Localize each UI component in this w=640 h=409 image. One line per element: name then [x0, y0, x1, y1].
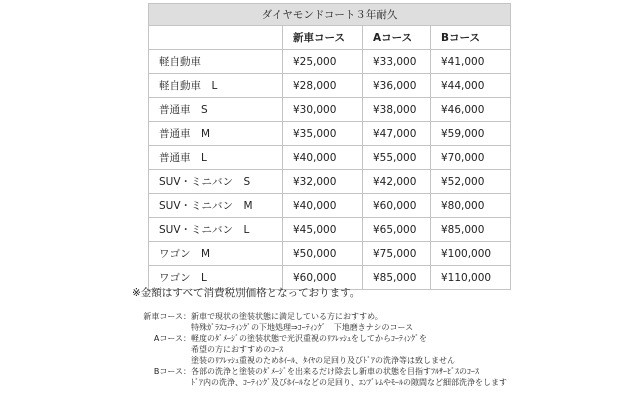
course-descriptions	[128, 311, 507, 388]
b-course-price-cell: ¥41,000	[431, 50, 511, 74]
new-car-price-cell: ¥32,000	[283, 170, 363, 194]
vehicle-type-cell: 普通車 M	[149, 122, 283, 146]
header-new-car-course: 新車コース	[283, 26, 363, 50]
table-row	[149, 50, 511, 74]
b-course-price-cell: ¥80,000	[431, 194, 511, 218]
vehicle-type-cell: SUV・ミニバン L	[149, 218, 283, 242]
b-course-price-cell: ¥110,000	[431, 266, 511, 290]
new-car-price-cell: ¥45,000	[283, 218, 363, 242]
a-course-price-cell: ¥42,000	[363, 170, 431, 194]
a-course-price-cell: ¥65,000	[363, 218, 431, 242]
a-course-price-cell: ¥75,000	[363, 242, 431, 266]
table-row	[149, 74, 511, 98]
b-course-price-cell: ¥70,000	[431, 146, 511, 170]
new-car-price-cell: ¥25,000	[283, 50, 363, 74]
b-course-price-cell: ¥100,000	[431, 242, 511, 266]
table-title: ダイヤモンドコート３年耐久	[149, 4, 511, 26]
course-description-text: 軽度のﾀﾞﾒｰｼﾞの塗装状態で光沢重視のﾘﾌﾚｯｼｭをしてからｺｰﾃｨﾝｸﾞを	[191, 334, 427, 343]
vehicle-type-cell: 普通車 S	[149, 98, 283, 122]
price-table	[148, 3, 511, 290]
table-row	[149, 122, 511, 146]
table-row	[149, 242, 511, 266]
table-row	[149, 170, 511, 194]
new-car-price-cell: ¥28,000	[283, 74, 363, 98]
vehicle-type-cell: SUV・ミニバン M	[149, 194, 283, 218]
b-course-description	[128, 366, 507, 377]
new-car-price-cell: ¥50,000	[283, 242, 363, 266]
header-blank	[149, 26, 283, 50]
course-description-text: 塗装のﾘﾌﾚｯｼｭ重視のためﾎｲｰﾙ、ﾀｲﾔの足回り及びﾄﾞｱの洗浄等は致しません	[191, 356, 455, 365]
header-a-course: Aコース	[363, 26, 431, 50]
new-car-price-cell: ¥30,000	[283, 98, 363, 122]
course-description-text: 各部の洗浄と塗装のﾀﾞﾒｰｼﾞを出来るだけ除去し新車の状態を目指すﾌﾙｻｰﾋﾞｽのｺｰｽ	[191, 367, 479, 376]
table-row	[149, 218, 511, 242]
b-course-price-cell: ¥44,000	[431, 74, 511, 98]
tax-note: ※金額はすべて消費税別価格となっております。	[132, 287, 361, 299]
a-course-description	[128, 333, 507, 344]
a-course-price-cell: ¥60,000	[363, 194, 431, 218]
vehicle-type-cell: SUV・ミニバン S	[149, 170, 283, 194]
table-row	[149, 194, 511, 218]
new-car-course-description	[128, 311, 507, 322]
b-course-price-cell: ¥46,000	[431, 98, 511, 122]
header-b-course: Bコース	[431, 26, 511, 50]
new-car-price-cell: ¥35,000	[283, 122, 363, 146]
course-label: 新車コース：	[143, 312, 191, 321]
a-course-price-cell: ¥38,000	[363, 98, 431, 122]
vehicle-type-cell: 軽自動車	[149, 50, 283, 74]
a-course-price-cell: ¥36,000	[363, 74, 431, 98]
table-row	[149, 98, 511, 122]
course-description-text: 特殊ｶﾞﾗｽｺｰﾃｨﾝｸﾞの下地処理⇒ｺｰﾃｨﾝｸﾞ 下地磨きナシのコース	[191, 323, 414, 332]
a-course-price-cell: ¥55,000	[363, 146, 431, 170]
course-description-text: ﾄﾞｱ内の洗浄、ｺｰﾃｨﾝｸﾞ及びﾎｲｰﾙなどの足回り、ｴﾝﾌﾞﾚﾑやﾓｰﾙの隙間など細部洗浄をします	[191, 378, 507, 387]
vehicle-type-cell: 普通車 L	[149, 146, 283, 170]
b-course-price-cell: ¥52,000	[431, 170, 511, 194]
new-car-price-cell: ¥40,000	[283, 194, 363, 218]
vehicle-type-cell: ワゴン L	[149, 266, 283, 290]
course-label: Aコース：	[153, 334, 191, 343]
a-course-price-cell: ¥33,000	[363, 50, 431, 74]
b-course-price-cell: ¥59,000	[431, 122, 511, 146]
course-description-text: 希望の方におすすめのｺｰｽ	[191, 345, 284, 354]
a-course-price-cell: ¥47,000	[363, 122, 431, 146]
new-car-price-cell: ¥60,000	[283, 266, 363, 290]
course-label: Bコース：	[153, 367, 191, 376]
course-description-text: 新車で現状の塗装状態に満足している方におすすめ。	[191, 312, 383, 321]
b-course-price-cell: ¥85,000	[431, 218, 511, 242]
vehicle-type-cell: ワゴン M	[149, 242, 283, 266]
new-car-price-cell: ¥40,000	[283, 146, 363, 170]
table-row	[149, 146, 511, 170]
vehicle-type-cell: 軽自動車 L	[149, 74, 283, 98]
a-course-price-cell: ¥85,000	[363, 266, 431, 290]
